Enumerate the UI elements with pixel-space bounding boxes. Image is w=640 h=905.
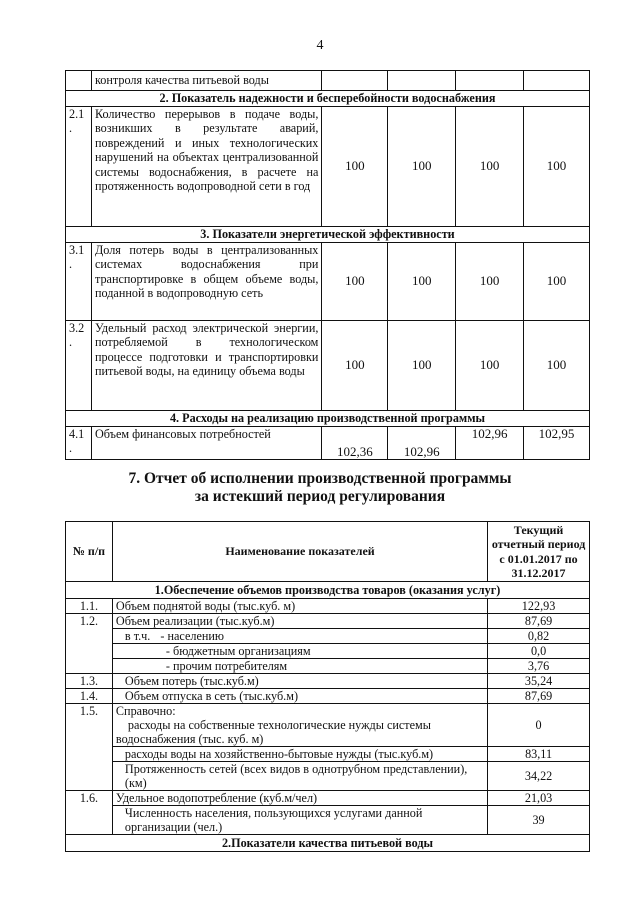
- row-name: Доля потерь воды в централизованных системах водоснабжения при транспортировке в общем объеме воды, поданной в водопроводную сеть: [91, 243, 321, 321]
- section-title: 4. Расходы на реализацию производственной программы: [66, 411, 590, 427]
- header-num: № п/п: [66, 522, 113, 582]
- row-number: 3.2 .: [66, 321, 92, 411]
- section-header: [66, 91, 590, 107]
- value-cell: 0,0: [488, 644, 590, 659]
- value-cell: 21,03: [488, 791, 590, 806]
- row-name: - бюджетным организациям: [112, 644, 487, 659]
- value-cell: 87,69: [488, 614, 590, 629]
- value-cell: 100: [388, 321, 456, 411]
- header-row: [66, 522, 590, 582]
- table-row: [66, 629, 590, 644]
- value-cell: 0,82: [488, 629, 590, 644]
- row-name: Удельное водопотребление (куб.м/чел): [112, 791, 487, 806]
- row-name: расходы воды на хозяйственно-бытовые нужды (тыс.куб.м): [112, 747, 487, 762]
- table-row: [66, 659, 590, 674]
- value-cell: 100: [456, 321, 524, 411]
- section-7-title-line2: за истекший период регулирования: [194, 488, 446, 505]
- row-number: 1.6.: [66, 791, 113, 835]
- row-number: 4.1 .: [66, 427, 92, 460]
- value-cell: 102,36: [322, 427, 388, 460]
- value-cell: 35,24: [488, 674, 590, 689]
- table-row: [66, 644, 590, 659]
- value-cell: 100: [322, 107, 388, 227]
- table-row: [66, 243, 590, 321]
- value-cell: 39: [488, 806, 590, 835]
- section-7-heading: [0, 470, 640, 506]
- page-number: 4: [316, 38, 324, 53]
- section-title: 3. Показатели энергетической эффективности: [66, 227, 590, 243]
- table-row: [66, 427, 590, 460]
- value-cell: 83,11: [488, 747, 590, 762]
- section-title: 2. Показатель надежности и бесперебойности водоснабжения: [66, 91, 590, 107]
- table-row: [66, 791, 590, 806]
- value-cell: 100: [524, 321, 590, 411]
- row-number: 1.3.: [66, 674, 113, 689]
- row-number: 1.4.: [66, 689, 113, 704]
- table-row: [66, 107, 590, 227]
- row-name: Протяженность сетей (всех видов в однотрубном представлении), (км): [112, 762, 487, 791]
- value-cell: 100: [456, 107, 524, 227]
- row-number: 1.1.: [66, 599, 113, 614]
- table-row: [66, 747, 590, 762]
- row-name: Объем потерь (тыс.куб.м): [112, 674, 487, 689]
- row-name: Количество перерывов в подаче воды, возникших в результате аварий, повреждений и иных технологических нарушений на объектах централизованной системы водоснабжения, в расчете на протяженность водопроводной сети в год: [91, 107, 321, 227]
- row-name: контроля качества питьевой воды: [91, 71, 321, 91]
- section-header: [66, 411, 590, 427]
- row-subname: расходы на собственные технологические нужды системы водоснабжения (тыс. куб. м): [115, 718, 431, 746]
- value-cell: 102,96: [456, 427, 524, 460]
- value-cell: 100: [524, 107, 590, 227]
- table-row: [66, 614, 590, 629]
- table-row: [66, 806, 590, 835]
- value-cell: 0: [488, 704, 590, 747]
- header-period: Текущий отчетный период с 01.01.2017 по 31.12.2017: [488, 522, 590, 582]
- row-name: Объем финансовых потребностей: [91, 427, 321, 460]
- row-name: [112, 629, 487, 644]
- row-name: Объем реализации (тыс.куб.м): [112, 614, 487, 629]
- table-row: [66, 674, 590, 689]
- value-cell: 102,96: [388, 427, 456, 460]
- value-cell: 100: [322, 321, 388, 411]
- row-name: Объем отпуска в сеть (тыс.куб.м): [112, 689, 487, 704]
- header-name: Наименование показателей: [112, 522, 487, 582]
- row-name: Объем поднятой воды (тыс.куб. м): [112, 599, 487, 614]
- row-number: 3.1 .: [66, 243, 92, 321]
- value-cell: 34,22: [488, 762, 590, 791]
- section-header: [66, 582, 590, 599]
- row-prefix: в т.ч.: [124, 629, 151, 643]
- section-title: 1.Обеспечение объемов производства товаров (оказания услуг): [66, 582, 590, 599]
- row-number: 1.5.: [66, 704, 113, 791]
- row-name: [112, 704, 487, 747]
- value-cell: 100: [524, 243, 590, 321]
- row-name: Численность населения, пользующихся услугами данной организации (чел.): [112, 806, 487, 835]
- row-subname: - населению: [160, 629, 225, 643]
- row-number: 2.1 .: [66, 107, 92, 227]
- section-header: [66, 835, 590, 852]
- value-cell: 100: [388, 107, 456, 227]
- indicators-table: [65, 70, 590, 460]
- value-cell: 3,76: [488, 659, 590, 674]
- section-7-title-line1: 7. Отчет об исполнении производственной программы: [128, 470, 512, 487]
- row-number: 1.2.: [66, 614, 113, 674]
- value-cell: 102,95: [524, 427, 590, 460]
- section-header: [66, 227, 590, 243]
- value-cell: 100: [456, 243, 524, 321]
- row-name: - прочим потребителям: [112, 659, 487, 674]
- table-row: [66, 762, 590, 791]
- value-cell: 100: [322, 243, 388, 321]
- value-cell: 122,93: [488, 599, 590, 614]
- value-cell: 87,69: [488, 689, 590, 704]
- value-cell: 100: [388, 243, 456, 321]
- table-row: [66, 704, 590, 747]
- table-row: [66, 599, 590, 614]
- table-row: [66, 689, 590, 704]
- section-title: 2.Показатели качества питьевой воды: [66, 835, 590, 852]
- row-name: Удельный расход электрической энергии, потребляемой в технологическом процессе подготовки и транспортировки питьевой воды, на единицу объема воды: [91, 321, 321, 411]
- program-report-table: [65, 521, 590, 852]
- reference-label: Справочно:: [115, 704, 176, 718]
- table-row: [66, 71, 590, 91]
- table-row: [66, 321, 590, 411]
